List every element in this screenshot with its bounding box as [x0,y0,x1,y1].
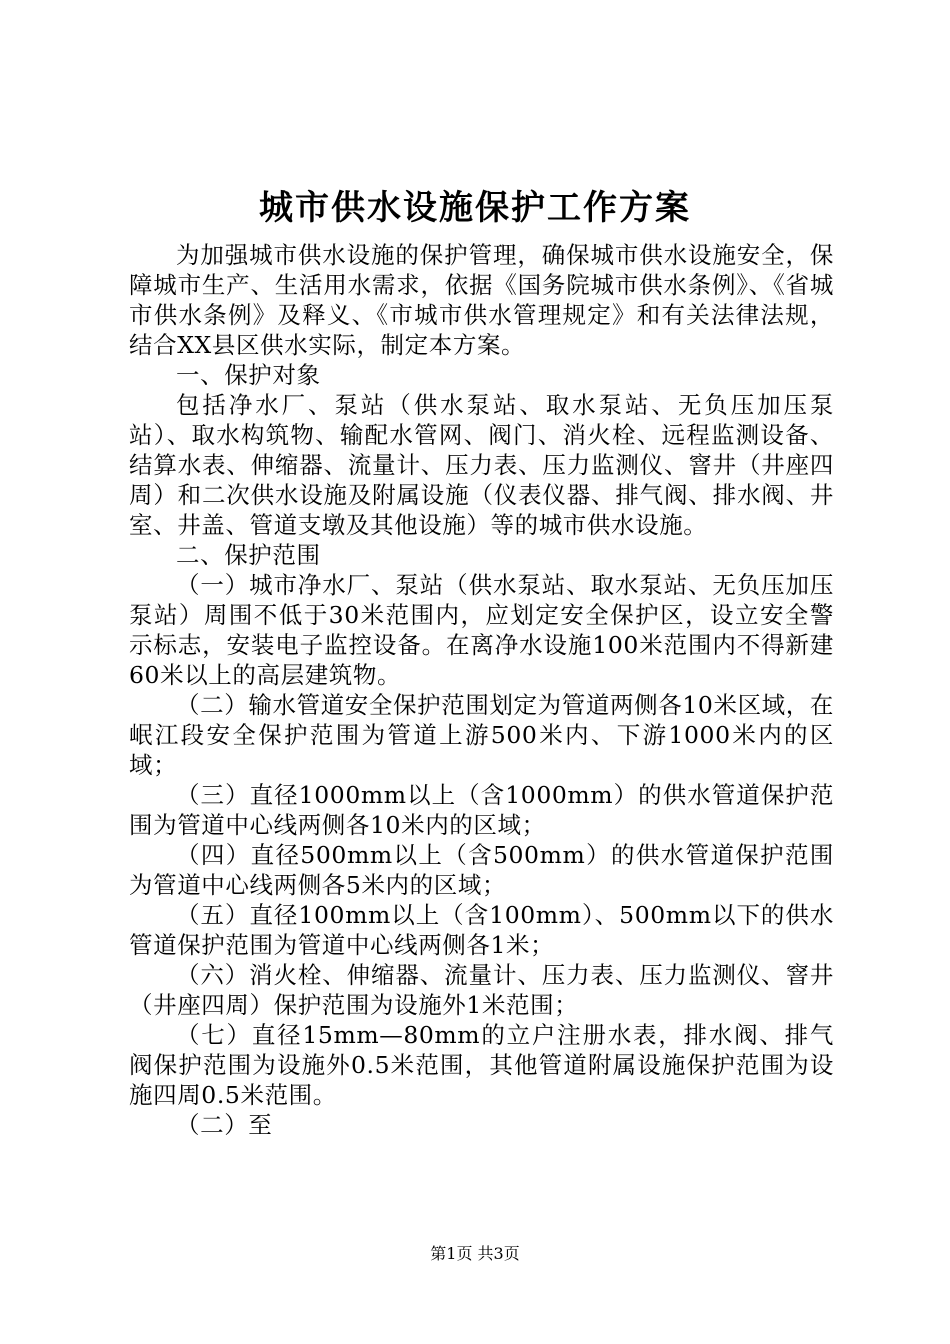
section-heading-protection-scope: 二、保护范围 [176,541,321,569]
scope-item-5: （五）直径100mm以上（含100mm）、500mm以下的供水管道保护范围为管道中心线两侧各1米； [129,901,834,959]
scope-item-4: （四）直径500mm以上（含500mm）的供水管道保护范围为管道中心线两侧各5米内的区域； [129,841,834,899]
scope-item-6: （六）消火栓、伸缩器、流量计、压力表、压力监测仪、窨井（井座四周）保护范围为设施外1米范围； [129,961,834,1019]
intro-paragraph: 为加强城市供水设施的保护管理，确保城市供水设施安全，保障城市生产、生活用水需求，依据《国务院城市供水条例》、《省城市供水条例》及释义、《市城市供水管理规定》和有关法律法规，结合XX县区供水实际，制定本方案。 [129,241,834,359]
scope-item-3: （三）直径1000mm以上（含1000mm）的供水管道保护范围为管道中心线两侧各10米内的区域； [129,781,834,839]
document-body [129,240,834,1140]
document-title: 城市供水设施保护工作方案 [259,188,691,228]
page-footer: 第1页 共3页 [430,1244,520,1263]
scope-item-2: （二）输水管道安全保护范围划定为管道两侧各10米区域，在岷江段安全保护范围为管道上游500米内、下游1000米内的区域； [129,691,834,779]
scope-item-1: （一）城市净水厂、泵站（供水泵站、取水泵站、无负压加压泵站）周围不低于30米范围内，应划定安全保护区，设立安全警示标志，安装电子监控设备。在离净水设施100米范围内不得新建60米以上的高层建筑物。 [129,571,834,689]
scope-item-7: （七）直径15mm—80mm的立户注册水表，排水阀、排气阀保护范围为设施外0.5米范围，其他管道附属设施保护范围为设施四周0.5米范围。 [129,1021,834,1109]
protected-objects-paragraph: 包括净水厂、泵站（供水泵站、取水泵站、无负压加压泵站）、取水构筑物、输配水管网、阀门、消火栓、远程监测设备、结算水表、伸缩器、流量计、压力表、压力监测仪、窨井（井座四周）和二次供水设施及附属设施（仪表仪器、排气阀、排水阀、井室、井盖、管道支墩及其他设施）等的城市供水设施。 [129,391,834,539]
truncated-paragraph: （二）至 [176,1111,273,1139]
section-heading-protected-objects: 一、保护对象 [176,361,321,389]
